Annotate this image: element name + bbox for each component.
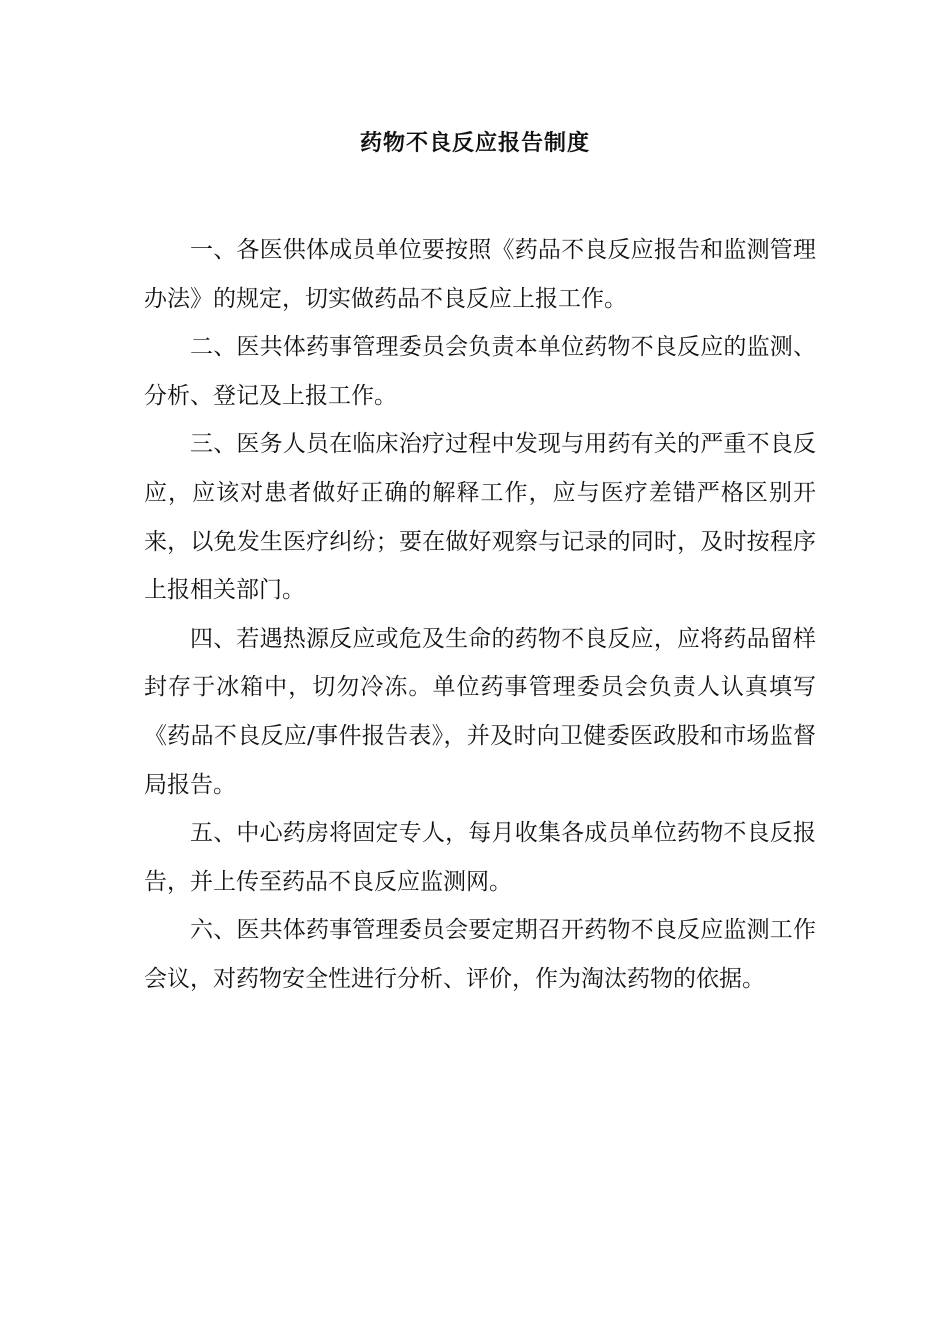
paragraph-1: 一、各医供体成员单位要按照《药品不良反应报告和监测管理办法》的规定，切实做药品不良反应上报工作。	[144, 237, 816, 312]
paragraph-2: 二、医共体药事管理委员会负责本单位药物不良反应的监测、分析、登记及上报工作。	[144, 334, 816, 409]
paragraph-5: 五、中心药房将固定专人，每月收集各成员单位药物不良反报告，并上传至药品不良反应监测网。	[144, 820, 816, 895]
document-body	[144, 226, 816, 1004]
paragraph-3: 三、医务人员在临床治疗过程中发现与用药有关的严重不良反应，应该对患者做好正确的解释工作，应与医疗差错严格区别开来，以免发生医疗纠纷；要在做好观察与记录的同时，及时按程序上报相关部门。	[144, 431, 816, 604]
paragraph-4: 四、若遇热源反应或危及生命的药物不良反应，应将药品留样封存于冰箱中，切勿冷冻。单位药事管理委员会负责人认真填写《药品不良反应/事件报告表》，并及时向卫健委医政股和市场监督局报告。	[144, 625, 816, 798]
document-title: 药物不良反应报告制度	[359, 131, 590, 156]
paragraph-6: 六、医共体药事管理委员会要定期召开药物不良反应监测工作会议，对药物安全性进行分析、评价，作为淘汰药物的依据。	[144, 917, 816, 992]
